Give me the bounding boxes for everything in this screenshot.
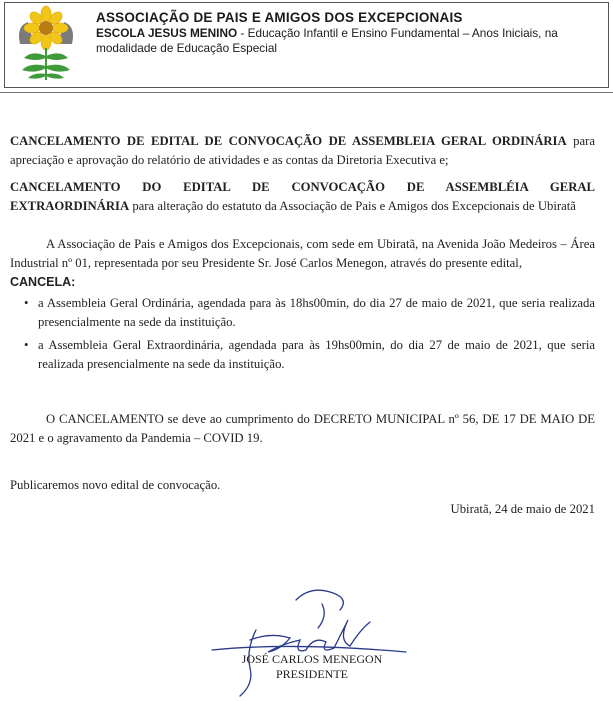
header-divider (0, 92, 613, 93)
bullet-icon: • (24, 338, 29, 352)
bullet-icon: • (24, 296, 29, 310)
signer-name: JOSÉ CARLOS MENEGON (241, 652, 383, 666)
title-2-line-1: CANCELAMENTO DO EDITAL DE CONVOCAÇÃO DE ASSEMBLÉIA GERAL (10, 180, 595, 194)
publish-note: Publicaremos novo edital de convocação. (10, 478, 221, 492)
school-name: ESCOLA JESUS MENINO (96, 26, 238, 40)
school-description: - Educação Infantil e Ensino Fundamental – Anos Iniciais, na modalidade de Educação Especial (96, 26, 558, 55)
title-2-rest: para alteração do estatuto da Associação de Pais e Amigos dos Excepcionais de Ubiratã (129, 199, 576, 213)
title-1 (10, 132, 595, 170)
title-1-bold: CANCELAMENTO DE EDITAL DE CONVOCAÇÃO DE ASSEMBLEIA GERAL ORDINÁRIA (10, 134, 567, 148)
title-2-line-2 (10, 197, 595, 216)
school-line (96, 26, 601, 56)
letterhead (0, 0, 613, 92)
organization-name: ASSOCIAÇÃO DE PAIS E AMIGOS DOS EXCEPCIONAIS (96, 10, 463, 25)
organization-info (96, 10, 601, 56)
signer-block (222, 652, 402, 682)
document-body (10, 132, 595, 519)
bullet-item-1 (10, 294, 595, 332)
reason-paragraph: O CANCELAMENTO se deve ao cumprimento do DECRETO MUNICIPAL nº 56, DE 17 DE MAIO DE 2021 e o agravamento da Pandemia – COVID 19. (10, 412, 595, 445)
cancela-heading: CANCELA: (10, 275, 76, 289)
bullet-text-1: a Assembleia Geral Ordinária, agendada para às 18hs00min, do dia 27 de maio de 2021, que seria realizada presencialmente na sede da instituição. (38, 296, 595, 329)
intro-paragraph: A Associação de Pais e Amigos dos Excepcionais, com sede em Ubiratã, na Avenida João Medeiros – Área Industrial nº 01, representada por seu Presidente Sr. José Carlos Menegon, através do presente edital, (10, 237, 595, 270)
date-place: Ubiratã, 24 de maio de 2021 (450, 502, 595, 516)
apae-flower-logo (14, 4, 78, 82)
bullet-item-2 (10, 336, 595, 374)
title-2-bold: EXTRAORDINÁRIA (10, 199, 130, 213)
bullet-text-2: a Assembleia Geral Extraordinária, agendada para às 19hs00min, do dia 27 de maio de 2021, que seria realizada presencialmente na sede da instituição. (38, 338, 595, 371)
signer-role: PRESIDENTE (276, 667, 348, 681)
title-1-rest: para apreciação e aprovação do relatório de atividades e as contas da Diretoria Executiva e; (10, 134, 595, 167)
